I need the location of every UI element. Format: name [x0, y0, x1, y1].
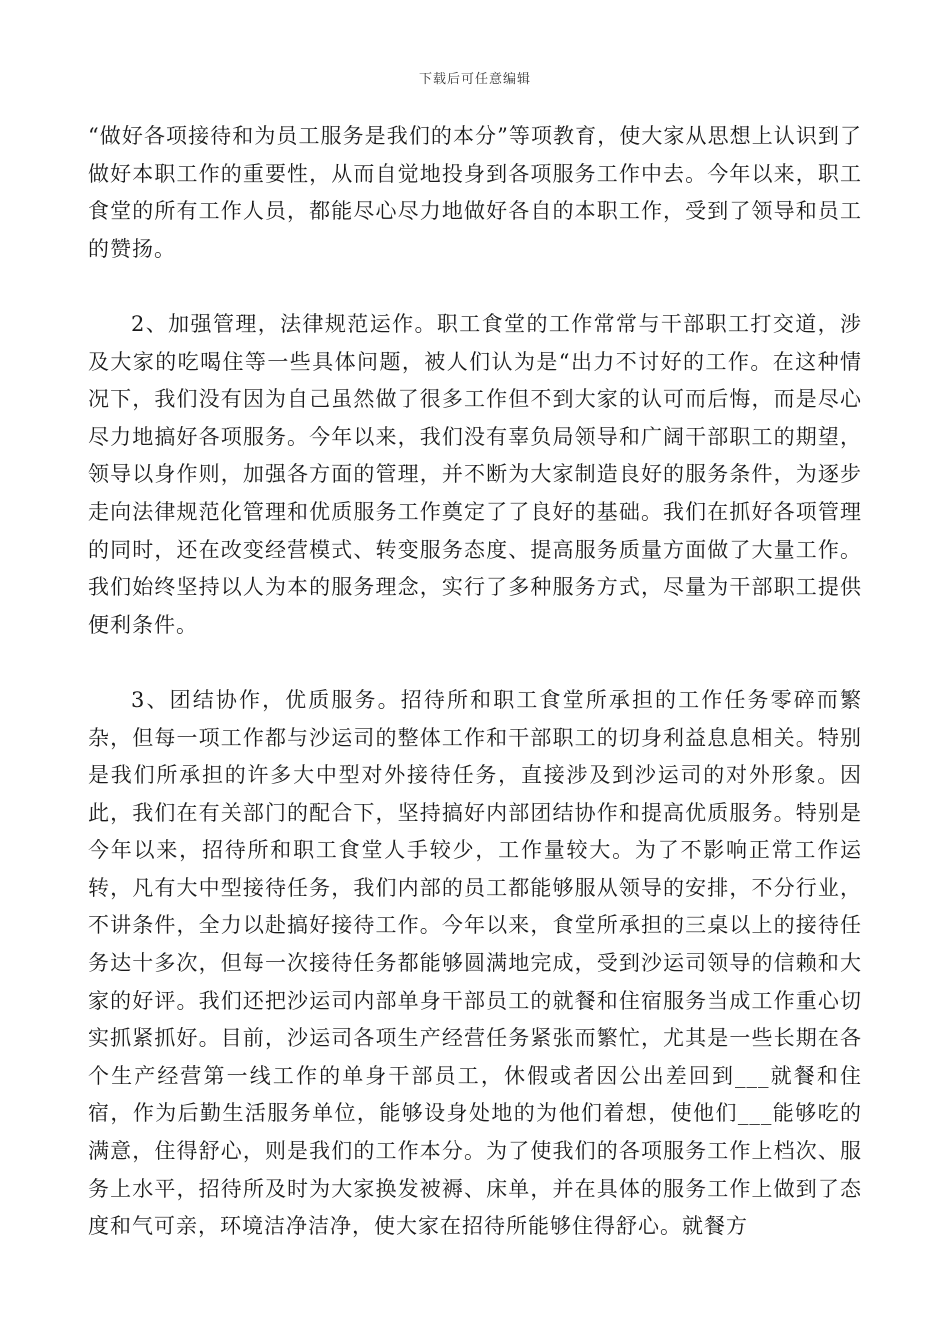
page-header: 下载后可任意编辑	[418, 72, 531, 87]
paragraph-2: 2、加强管理，法律规范运作。职工食堂的工作常常与干部职工打交道，涉及大家的吃喝住等一些具体问题，被人们认为是“出力不讨好的工作。在这种情况下，我们没有因为自己虽然做了很多工作但不到大家的认可而后悔，而是尽心尽力地搞好各项服务。今年以来，我们没有辜负局领导和广阔干部职工的期望，领导以身作则，加强各方面的管理，并不断为大家制造良好的服务条件，为逐步走向法律规范化管理和优质服务工作奠定了了良好的基础。我们在抓好各项管理的同时，还在改变经营模式、转变服务态度、提高服务质量方面做了大量工作。我们始终坚持以人为本的服务理念，实行了多种服务方式，尽量为干部职工提供便利条件。	[88, 311, 862, 637]
document-body	[88, 118, 862, 1246]
paragraph-1: “做好各项接待和为员工服务是我们的本分”等项教育，使大家从思想上认识到了做好本职工作的重要性，从而自觉地投身到各项服务工作中去。今年以来，职工食堂的所有工作人员，都能尽心尽力地做好各自的本职工作，受到了领导和员工的赞扬。	[88, 124, 862, 261]
paragraph-3: 3、团结协作，优质服务。招待所和职工食堂所承担的工作任务零碎而繁杂，但每一项工作都与沙运司的整体工作和干部职工的切身利益息息相关。特别是我们所承担的许多大中型对外接待任务，直接涉及到沙运司的对外形象。因此，我们在有关部门的配合下，坚持搞好内部团结协作和提高优质服务。特别是今年以来，招待所和职工食堂人手较少，工作量较大。为了不影响正常工作运转，凡有大中型接待任务，我们内部的员工都能够服从领导的安排，不分行业，不讲条件，全力以赴搞好接待工作。今年以来，食堂所承担的三桌以上的接待任务达十多次，但每一次接待任务都能够圆满地完成，受到沙运司领导的信赖和大家的好评。我们还把沙运司内部单身干部员工的就餐和住宿服务当成工作重心切实抓紧抓好。目前，沙运司各项生产经营任务紧张而繁忙，尤其是一些长期在各个生产经营第一线工作的单身干部员工，休假或者因公出差回到___就餐和住宿，作为后勤生活服务单位，能够设身处地的为他们着想，使他们___能够吃的满意，住得舒心，则是我们的工作本分。为了使我们的各项服务工作上档次、服务上水平，招待所及时为大家换发被褥、床单，并在具体的服务工作上做到了态度和气可亲，环境洁净洁净，使大家在招待所能够住得舒心。就餐方	[88, 687, 862, 1239]
